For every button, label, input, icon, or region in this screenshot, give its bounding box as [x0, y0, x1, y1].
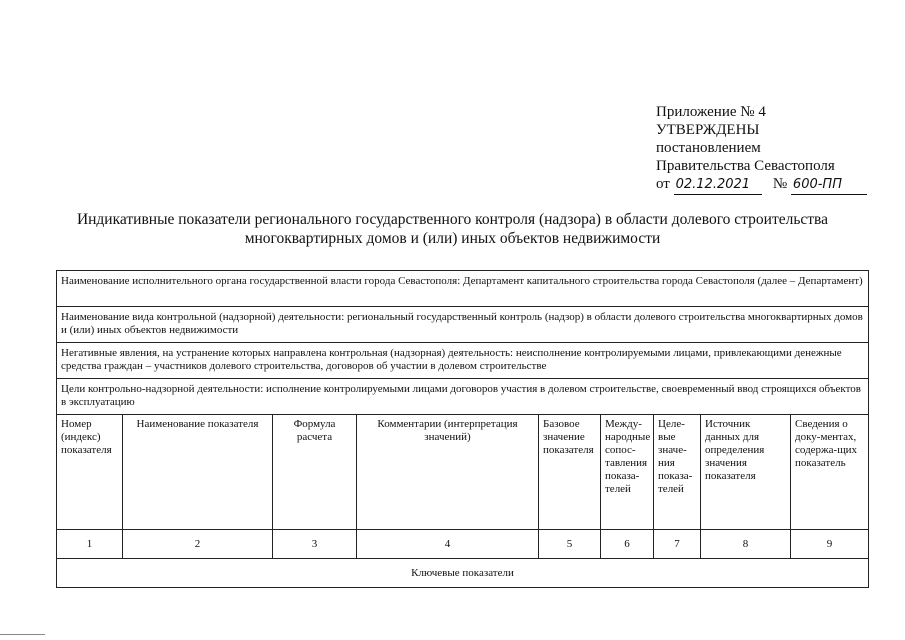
section-row [57, 559, 869, 588]
column-number: 4 [357, 530, 539, 559]
appendix-number: Приложение № 4 [656, 104, 766, 120]
column-header: Базовое значение показателя [539, 415, 601, 530]
info-row [57, 271, 869, 307]
title-line-1: Индикативные показатели регионального государственного контроля (надзора) в области долевого строительства [76, 211, 829, 228]
handwritten-date: 02.12.2021 [674, 176, 762, 195]
info-row [57, 343, 869, 379]
date-prefix: от [656, 176, 670, 192]
government-label: Правительства Севастополя [656, 158, 835, 174]
column-header: Наименование показателя [123, 415, 273, 530]
column-number: 3 [273, 530, 357, 559]
scan-edge-line [0, 634, 45, 635]
activity-type-text: Наименование вида контрольной (надзорной) деятельности: региональный государственный контроль (надзор) в области долевого строительства многоквартирных домов и (или) иных объектов недвижимости [57, 307, 869, 343]
section-label: Ключевые показатели [57, 559, 869, 588]
column-number: 7 [654, 530, 701, 559]
handwritten-number: 600-ПП [791, 176, 867, 195]
column-number: 2 [123, 530, 273, 559]
column-header: Между-народные сопос-тавления показа-телей [601, 415, 654, 530]
column-number: 5 [539, 530, 601, 559]
goals-text: Цели контрольно-надзорной деятельности: исполнение контролируемыми лицами договоров участия в долевом строительстве, своевременный ввод строящихся объектов в эксплуатацию [57, 379, 869, 415]
column-number: 9 [791, 530, 869, 559]
column-number-row [57, 530, 869, 559]
column-number: 8 [701, 530, 791, 559]
appendix-block [656, 103, 867, 195]
negative-phenomena-text: Негативные явления, на устранение которых направлена контрольная (надзорная) деятельность: неисполнение контролируемыми лицами, привлекающими денежные средства граждан – участников долевого строительства, договоров об участии в долевом строительстве [57, 343, 869, 379]
number-prefix: № [772, 176, 788, 192]
column-header: Комментарии (интерпретация значений) [357, 415, 539, 530]
column-header: Источник данных для определения значения показателя [701, 415, 791, 530]
column-header: Целе-вые значе-ния показа-телей [654, 415, 701, 530]
column-number: 1 [57, 530, 123, 559]
column-header: Сведения о доку-ментах, содержа-щих показатель [791, 415, 869, 530]
document-title [40, 210, 865, 248]
column-number: 6 [601, 530, 654, 559]
authority-text: Наименование исполнительного органа государственной власти города Севастополя: Департамент капитального строительства города Севастополя (далее – Департамент) [57, 271, 869, 307]
column-header-row [57, 415, 869, 530]
info-row [57, 379, 869, 415]
column-header: Номер (индекс) показателя [57, 415, 123, 530]
column-header: Формула расчета [273, 415, 357, 530]
info-row [57, 307, 869, 343]
title-line-2: многоквартирных домов и (или) иных объектов недвижимости [244, 230, 661, 247]
approved-label: УТВЕРЖДЕНЫ [656, 122, 760, 138]
indicators-table [56, 270, 869, 588]
decree-label: постановлением [656, 140, 761, 156]
date-number-line [656, 175, 867, 195]
